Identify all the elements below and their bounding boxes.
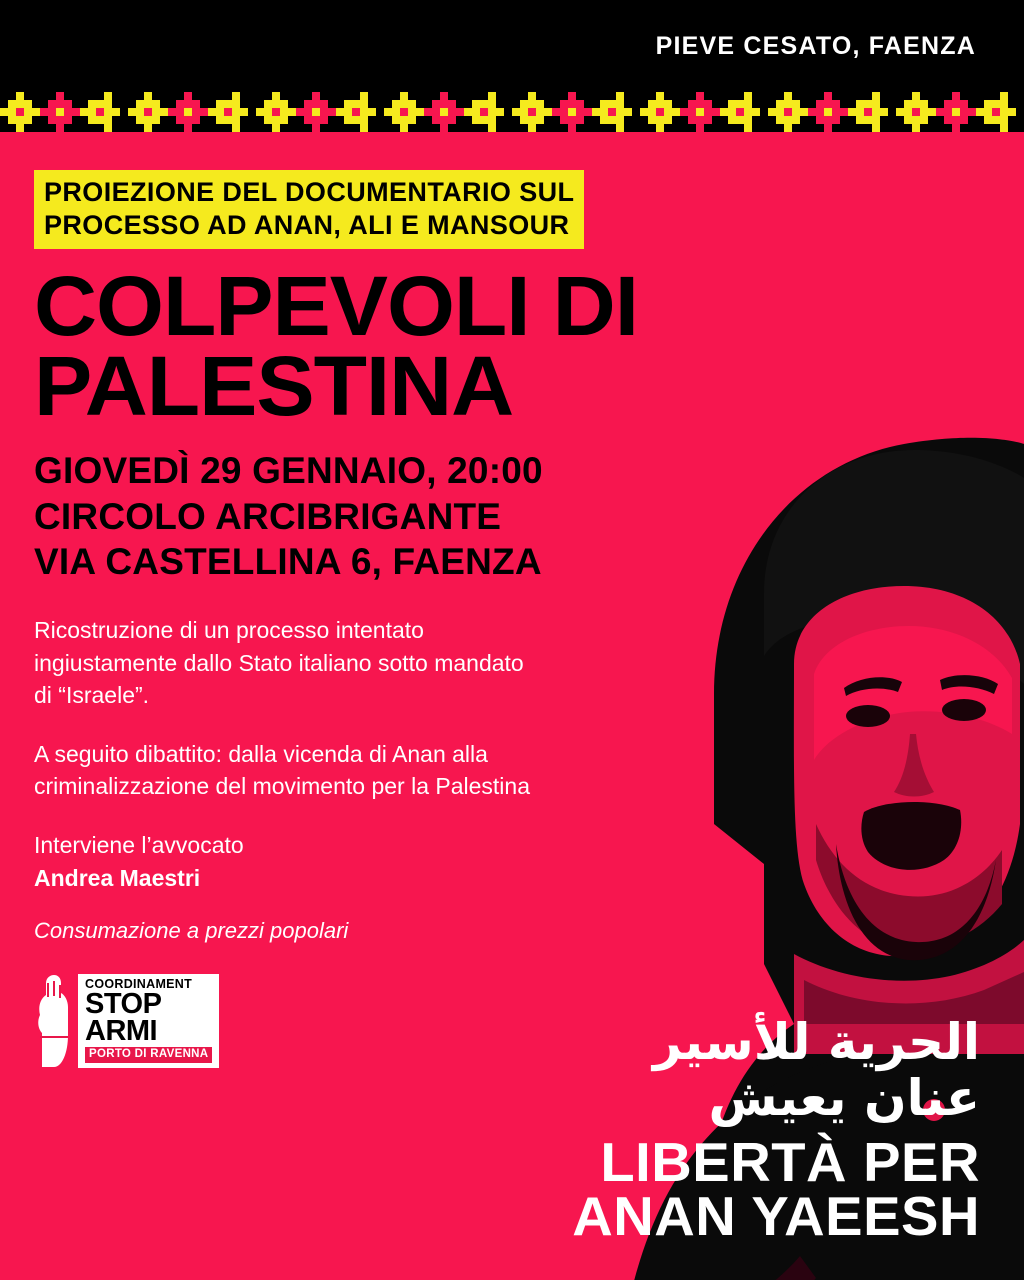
slogan-arabic-line-2: عنان يعيش: [708, 1069, 980, 1128]
event-venue: CIRCOLO ARCIBRIGANTE: [34, 495, 502, 537]
slogan-italian: [552, 1131, 980, 1248]
poster-body: [0, 132, 1024, 1280]
tatreez-svg: [0, 92, 1024, 132]
slogan-arabic-line-1: الحرية للأسير: [653, 1013, 980, 1072]
description-paragraph-2: A seguito dibattito: dalla vicenda di Anan alla criminalizzazione del movimento per la Palestina: [34, 740, 531, 800]
event-address: VIA CASTELLINA 6, FAENZA: [34, 540, 542, 582]
speaker-name: Andrea Maestri: [34, 864, 201, 891]
freedom-slogan: [560, 1013, 980, 1248]
title-line-1: COLPEVOLI DI: [34, 258, 638, 353]
speaker-block: [34, 829, 534, 894]
logo-line-3: ARMI: [85, 1014, 158, 1047]
consumption-note: Consumazione a prezzi popolari: [34, 918, 349, 944]
logo-line-2: STOP: [85, 987, 162, 1020]
slogan-italian-line-1: LIBERTÀ PER: [600, 1131, 980, 1194]
description-paragraph-1: Ricostruzione di un processo intentato ingiustamente dallo Stato italiano sotto mandato di “Israele”.: [34, 616, 524, 709]
tatreez-border-pattern: [0, 92, 1024, 132]
slogan-arabic: [560, 1014, 980, 1126]
kicker-line-1: PROIEZIONE DEL DOCUMENTARIO SUL: [44, 177, 575, 207]
location-header-bar: [0, 0, 1024, 92]
raised-fist-icon: [34, 975, 70, 1067]
poster-title: [34, 258, 685, 433]
speaker-intro: Interviene l’avvocato: [34, 832, 244, 859]
organizer-logo: [34, 974, 234, 1067]
kicker-banner: [34, 170, 584, 249]
location-header-text: PIEVE CESATO, FAENZA: [655, 31, 976, 60]
event-datetime: GIOVEDÌ 29 GENNAIO, 20:00: [34, 450, 543, 492]
organizer-logo-text: [78, 974, 219, 1067]
kicker-line-2: PROCESSO AD ANAN, ALI E MANSOUR: [44, 209, 570, 240]
event-details: [34, 448, 660, 583]
title-line-2: PALESTINA: [34, 338, 514, 433]
slogan-italian-line-2: ANAN YAEESH: [572, 1185, 980, 1248]
logo-line-1: COORDINAMENT: [85, 977, 193, 992]
logo-line-4: PORTO DI RAVENNA: [85, 1047, 212, 1063]
